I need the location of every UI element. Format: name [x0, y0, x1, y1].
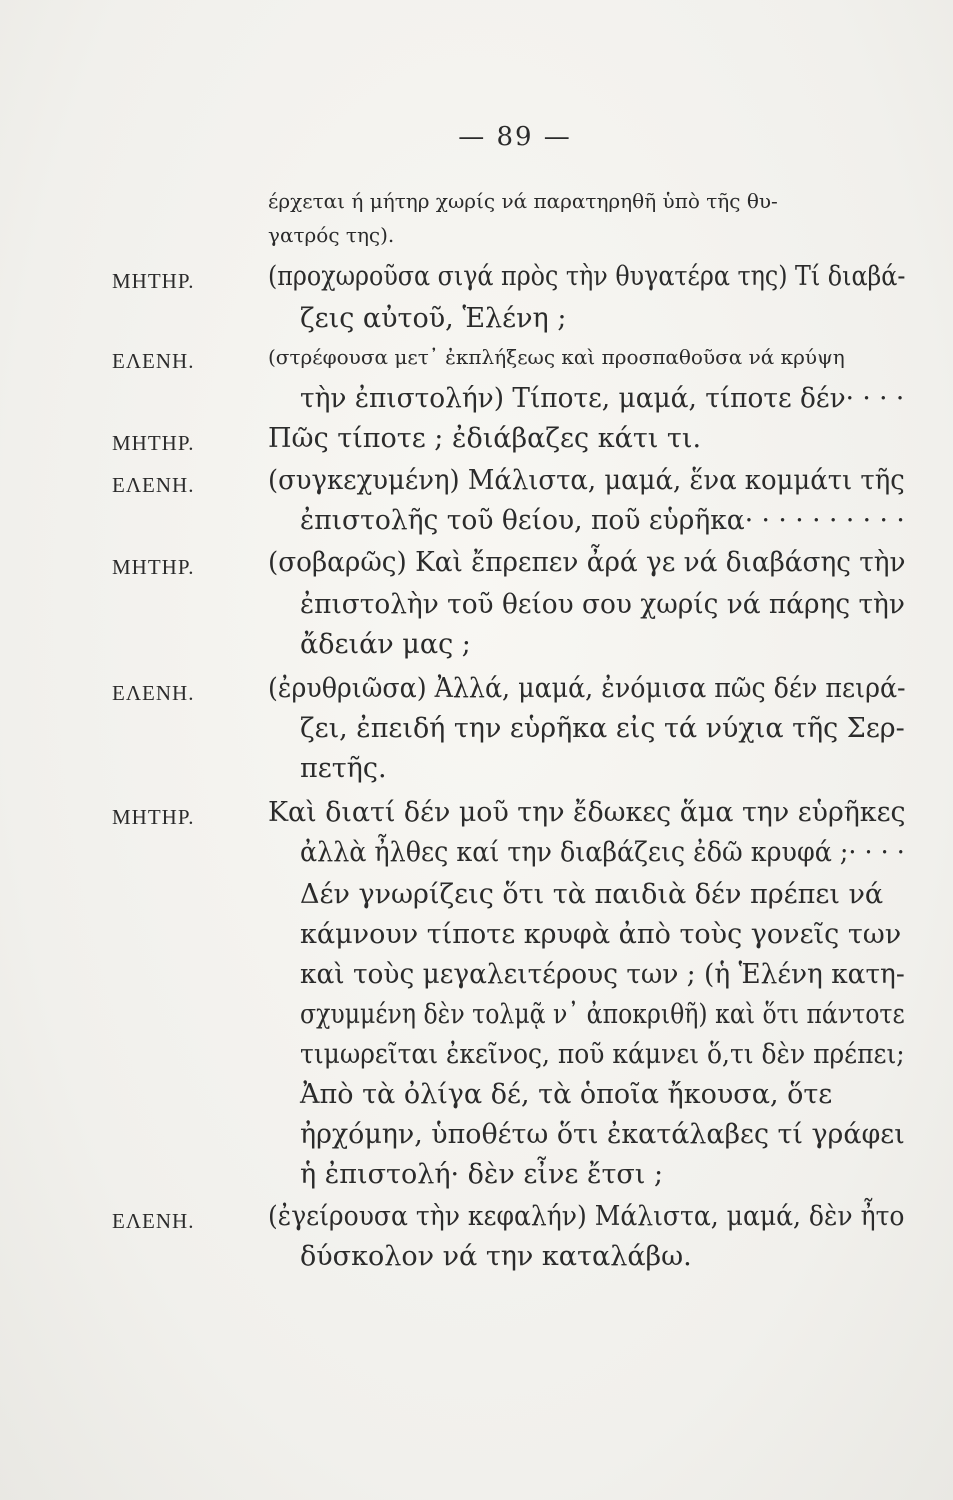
speaker-label: ΜΗΤΗΡ. — [112, 805, 195, 829]
text-line: ἡ ἐπιστολή· δὲν εἶνε ἔτσι ; — [300, 1159, 664, 1190]
text-line: (σοβαρῶς) Καὶ ἔπρεπεν ἆρά γε νά διαβάσης τὴν — [268, 547, 906, 578]
text-line: (στρέφουσα μετ᾽ ἐκπλήξεως καὶ προσπαθοῦσα νά κρύψη — [268, 345, 845, 369]
text-line: ζει, ἐπειδή την εὑρῆκα εἰς τά νύχια τῆς Σερ- — [300, 713, 905, 744]
text-line: πετῆς. — [300, 753, 387, 784]
text-line: (ἐρυθριῶσα) Ἀλλά, μαμά, ἐνόμισα πῶς δέν πειρά- — [268, 673, 906, 704]
text-line: Ἀπὸ τὰ ὀλίγα δέ, τὰ ὁποῖα ἤκουσα, ὅτε — [300, 1079, 833, 1110]
speaker-label: ΕΛΕΝΗ. — [112, 681, 195, 705]
speaker-label: ΕΛΕΝΗ. — [112, 349, 195, 373]
text-line: έρχεται ή μήτηρ χωρίς νά παρατηρηθῆ ὑπὸ τῆς θυ- — [268, 189, 778, 213]
text-line: κάμνουν τίποτε κρυφὰ ἀπὸ τοὺς γονεῖς των — [300, 919, 902, 950]
text-line: (ἐγείρουσα τὴν κεφαλήν) Μάλιστα, μαμά, δὲν ἦτο — [268, 1201, 905, 1232]
text-line: ἀλλὰ ἦλθες καί την διαβάζεις ἐδῶ κρυφά ;· · · · — [300, 837, 905, 868]
text-line: ἐπιστολῆς τοῦ θείου, ποῦ εὑρῆκα· · · · · · · · · · — [300, 505, 905, 536]
text-line: γατρός της). — [268, 223, 395, 247]
text-line: ζεις αὐτοῦ, Ἑλένη ; — [300, 303, 567, 334]
text-line: σχυμμένη δὲν τολμᾷ ν᾽ ἀποκριθῆ) καὶ ὅτι πάντοτε — [300, 999, 905, 1030]
speaker-label: ΜΗΤΗΡ. — [112, 431, 195, 455]
text-line: δύσκολον νά την καταλάβω. — [300, 1241, 692, 1272]
text-line: τιμωρεῖται ἐκεῖνος, ποῦ κάμνει ὅ,τι δὲν πρέπει; — [300, 1039, 905, 1070]
text-line: Πῶς τίποτε ; ἐδιάβαζες κάτι τι. — [268, 423, 702, 454]
speaker-label: ΕΛΕΝΗ. — [112, 1209, 195, 1233]
text-line: (συγκεχυμένη) Μάλιστα, μαμά, ἕνα κομμάτι τῆς — [268, 465, 905, 496]
text-line: (προχωροῦσα σιγά πρὸς τὴν θυγατέρα της) Τί διαβά- — [268, 261, 906, 292]
text-line: ἠρχόμην, ὑποθέτω ὅτι ἐκατάλαβες τί γράφει — [300, 1119, 905, 1150]
text-line: Καὶ διατί δέν μοῦ την ἔδωκες ἅμα την εὑρῆκες — [268, 797, 906, 828]
text-line: τὴν ἐπιστολήν) Τίποτε, μαμά, τίποτε δέν· · · · — [300, 383, 905, 414]
text-line: ἐπιστολὴν τοῦ θείου σου χωρίς νά πάρης τὴν — [300, 589, 905, 620]
speaker-label: ΜΗΤΗΡ. — [112, 269, 195, 293]
speaker-label: ΜΗΤΗΡ. — [112, 555, 195, 579]
text-line: Δέν γνωρίζεις ὅτι τὰ παιδιὰ δέν πρέπει νά — [300, 879, 884, 910]
page-number: — 89 — — [458, 122, 572, 152]
text-line: καὶ τοὺς μεγαλειτέρους των ; (ἡ Ἑλένη κατη- — [300, 959, 905, 990]
text-line: ἄδειάν μας ; — [300, 629, 471, 660]
speaker-label: ΕΛΕΝΗ. — [112, 473, 195, 497]
